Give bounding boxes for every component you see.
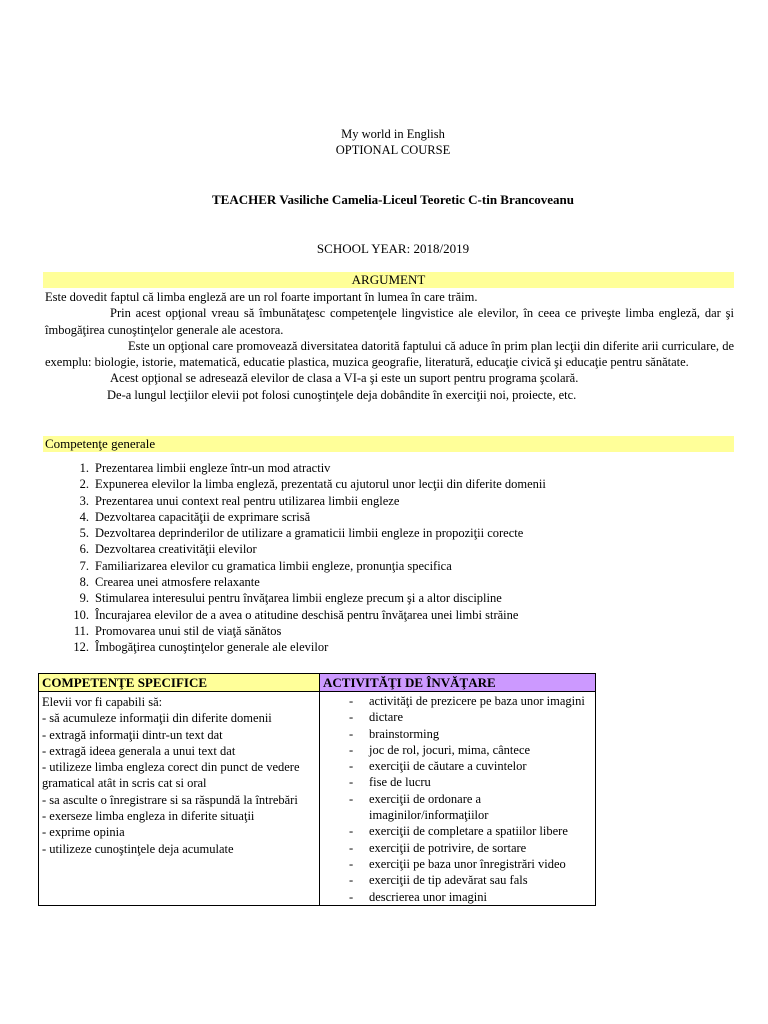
list-item-text: Îmbogăţirea cunoştinţelor generale ale elevilor [95,640,329,655]
activitate-item [320,791,595,824]
list-item-number: 12. [73,640,89,655]
competenta-specifica-line: - exerseze limba engleza in diferite situaţii [42,809,255,824]
table-header-activitati: ACTIVITĂŢI DE ÎNVĂŢARE [320,674,596,692]
competenta-specifica-line: - exprime opinia [42,825,125,840]
dash-bullet: - [349,791,354,806]
argument-body [45,289,734,403]
list-item-number: 7. [79,558,89,573]
list-item [45,541,645,557]
activitati-cell [320,692,596,906]
dash-bullet: - [349,889,354,904]
list-item-number: 4. [79,509,89,524]
competenta-specifica-line: - utilizeze limba engleza corect din punct de vedere gramatical atât in scris cat si oral [42,760,300,791]
argument-paragraph-2: Prin acest opţional vreau să îmbunătaţesc competenţele lingvistice ale elevilor, în ceea ce priveşte limba engleză, dar şi îmbogăţirea cunoştinţelor generale ale acestora. [45,306,734,337]
teacher-line: TEACHER Vasiliche Camelia-Liceul Teoretic C-tin Brancoveanu [212,192,574,207]
competenta-specifica-line: - să acumuleze informaţii din diferite domenii [42,711,272,726]
dash-bullet: - [349,759,354,774]
activitate-text: brainstorming [369,726,440,741]
list-item-number: 2. [79,477,89,492]
dash-bullet: - [349,856,354,871]
list-item-text: Prezentarea unui context real pentru utilizarea limbii engleze [95,493,400,508]
argument-paragraph-3: Este un opţional care promovează diversitatea datorită faptului că aduce în prim plan lecţii din diferite arii curriculare, de exemplu: biologie, istorie, matematică, educatie plastica, muzica geografie, literatură, educaţie civică şi educaţie pentru sănătate. [45,338,734,370]
list-item [45,493,645,509]
list-item-number: 10. [73,607,89,622]
activitate-item [320,693,595,709]
list-item-number: 1. [79,461,89,475]
competente-specifice-cell [39,692,320,906]
activitate-item [320,889,595,905]
competenta-specifica-line: - extragă ideea generala a unui text dat [42,743,236,758]
activitate-item [320,709,595,725]
list-item-number: 5. [79,526,89,541]
list-item-number: 6. [79,542,89,557]
list-item-text: Dezvoltarea capacităţii de exprimare scrisă [95,509,311,524]
dash-bullet: - [349,694,354,708]
activitate-item [320,872,595,888]
list-item [45,639,645,655]
list-item-text: Prezentarea limbii engleze într-un mod atractiv [95,461,331,475]
competenta-specifica-line: Elevii vor fi capabili să: [42,695,163,709]
list-item [45,509,645,525]
competente-generale-heading: Competenţe generale [43,436,734,452]
activitate-text: dictare [369,710,404,725]
course-subtitle: OPTIONAL COURSE [335,143,451,157]
activitate-text: descrierea unor imagini [369,889,488,904]
table-header-competente: COMPETENŢE SPECIFICE [39,674,320,692]
dash-bullet: - [349,824,354,839]
activitate-text: activităţi de prezicere pe baza unor imagini [369,694,585,708]
activitate-item [320,726,595,742]
school-year: SCHOOL YEAR: 2018/2019 [316,241,470,256]
activitate-item [320,856,595,872]
list-item [45,476,645,492]
list-item-text: Promovarea unui stil de viaţă sănătos [95,623,282,638]
competenta-specifica-line: - utilizeze cunoştinţele deja acumulate [42,841,234,856]
activitate-text: exerciţii de tip adevărat sau fals [369,873,528,888]
list-item [45,460,645,476]
dash-bullet: - [349,873,354,888]
argument-heading: ARGUMENT [43,272,734,288]
argument-paragraph-5: De-a lungul lecţiilor elevii pot folosi cunoştinţele deja dobândite în exerciţii noi, proiecte, etc. [107,387,577,402]
dash-bullet: - [349,840,354,855]
activitate-text: exerciţii de ordonare a imaginilor/informaţiilor [369,791,489,823]
argument-paragraph-1: Este dovedit faptul că limba engleză are un rol foarte important în lumea în care trăim. [45,290,478,304]
activitate-item [320,840,595,856]
dash-bullet: - [349,726,354,741]
competenta-specifica-line: - sa asculte o înregistrare si sa răspundă la întrebări [42,792,298,807]
activitate-text: exerciţii de potrivire, de sortare [369,840,527,855]
list-item-number: 3. [79,493,89,508]
competenta-specifica-line: - extragă informaţii dintr-un text dat [42,727,223,742]
list-item-text: Expunerea elevilor la limba engleză, prezentată cu ajutorul unor lecţii din diferite domenii [95,477,546,492]
list-item [45,623,645,639]
list-item-number: 9. [79,591,89,606]
list-item-text: Dezvoltarea creativităţii elevilor [95,542,257,557]
argument-paragraph-4: Acest opţional se adresează elevilor de clasa a VI-a şi este un suport pentru programa şcolară. [110,371,579,386]
activitate-text: joc de rol, jocuri, mima, cântece [369,742,531,757]
list-item [45,574,645,590]
activitate-text: exerciţii de căutare a cuvintelor [369,759,527,774]
dash-bullet: - [349,775,354,790]
list-item-text: Crearea unei atmosfere relaxante [95,575,260,590]
dash-bullet: - [349,710,354,725]
list-item [45,590,645,606]
list-item-number: 11. [73,623,89,638]
activitate-text: fise de lucru [369,775,431,790]
list-item-text: Familiarizarea elevilor cu gramatica limbii engleze, pronunţia specifica [95,558,452,573]
competente-generale-list [45,460,645,656]
list-item [45,525,645,541]
list-item [45,607,645,623]
activitate-text: exerciţii de completare a spatiilor libere [369,824,568,839]
course-title: My world in English [341,127,445,141]
list-item [45,558,645,574]
activitate-item [320,758,595,774]
activitate-item [320,774,595,790]
activitate-item [320,742,595,758]
activitate-item [320,823,595,839]
list-item-number: 8. [79,575,89,590]
list-item-text: Dezvoltarea deprinderilor de utilizare a gramaticii limbii engleze in propoziţii corecte [95,526,524,541]
competente-table [38,673,596,906]
list-item-text: Stimularea interesului pentru învăţarea limbii engleze precum şi a altor discipline [95,591,502,606]
list-item-text: Încurajarea elevilor de a avea o atitudine deschisă pentru învăţarea unei limbi străine [95,607,519,622]
dash-bullet: - [349,742,354,757]
activitate-text: exerciţii pe baza unor înregistrări video [369,856,566,871]
